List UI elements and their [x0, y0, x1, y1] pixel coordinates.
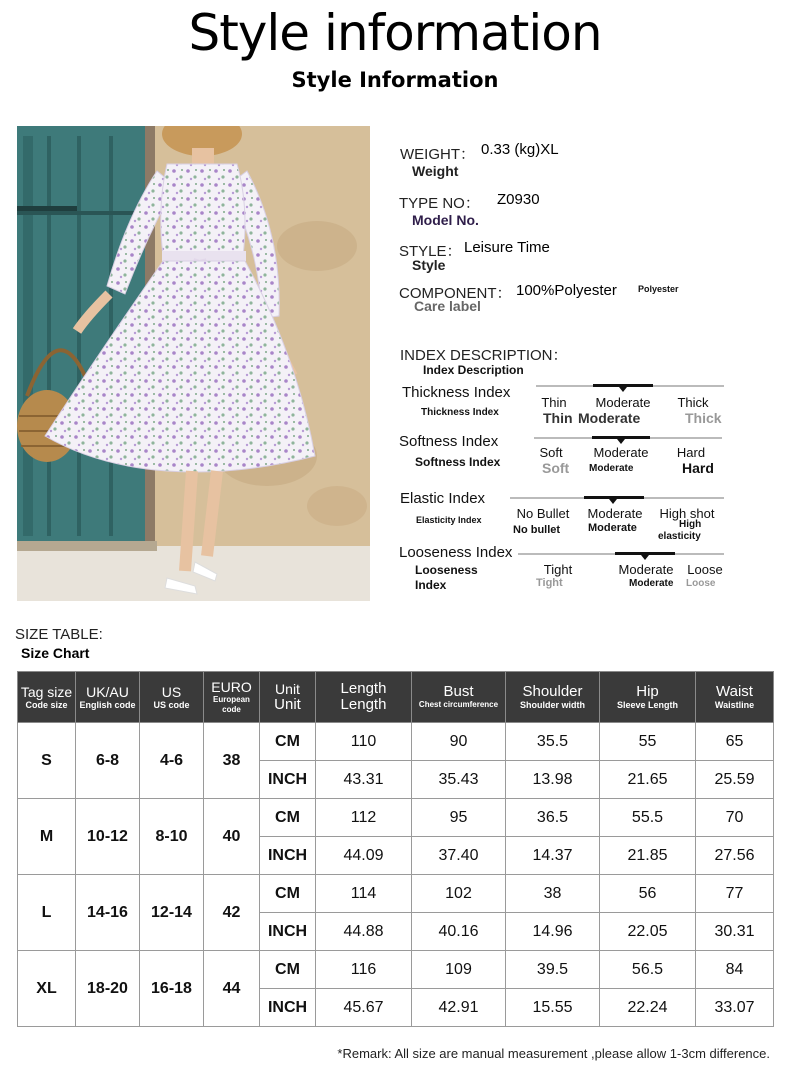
elastic-index-label: Elastic Index [400, 490, 486, 507]
softness-index-label: Softness Index [399, 433, 499, 450]
softness-option-soft: Soft [539, 445, 563, 460]
elastic-sub-elasticity: elasticity [658, 531, 701, 542]
unit-cell: INCH [260, 761, 316, 799]
bust-cell: 42.91 [412, 989, 506, 1027]
hip-cell: 22.24 [600, 989, 696, 1027]
shoulder-cell: 35.5 [506, 723, 600, 761]
component-value: 100%Polyester [516, 282, 617, 299]
waist-cell: 65 [696, 723, 774, 761]
remark-note: *Remark: All size are manual measurement ,please allow 1-3cm difference. [337, 1046, 770, 1061]
table-row [18, 951, 774, 989]
header-waist: Waist Waistline [696, 672, 774, 723]
thickness-option-moderate: Moderate [595, 395, 651, 410]
waist-cell: 84 [696, 951, 774, 989]
shoulder-cell: 14.37 [506, 837, 600, 875]
header-shoulder: Shoulder Shoulder width [506, 672, 600, 723]
length-cell: 44.88 [316, 913, 412, 951]
uk-cell: 14-16 [76, 875, 140, 951]
style-value: Leisure Time [464, 239, 550, 256]
shoulder-cell: 39.5 [506, 951, 600, 989]
unit-cell: INCH [260, 913, 316, 951]
size-chart-label: Size Chart [21, 645, 90, 661]
product-photo [17, 126, 370, 601]
bust-cell: 37.40 [412, 837, 506, 875]
bust-cell: 109 [412, 951, 506, 989]
thickness-sub-thin: Thin [543, 410, 573, 426]
us-cell: 8-10 [140, 799, 204, 875]
thickness-sub-moderate: Moderate [578, 410, 641, 426]
header-euro: EURO European code [204, 672, 260, 723]
hip-cell: 56 [600, 875, 696, 913]
unit-cell: CM [260, 799, 316, 837]
size-cell: XL [18, 951, 76, 1027]
looseness-index-label: Looseness Index [399, 544, 513, 561]
elastic-sub-high: High [679, 519, 702, 530]
euro-cell: 42 [204, 875, 260, 951]
hip-cell: 21.85 [600, 837, 696, 875]
weight-label: WEIGHT： [400, 146, 475, 163]
uk-cell: 6-8 [76, 723, 140, 799]
style-sublabel: Style [412, 257, 446, 273]
header-hip: Hip Sleeve Length [600, 672, 696, 723]
size-cell: L [18, 875, 76, 951]
looseness-index-sublabel-1: Looseness [415, 563, 478, 577]
table-row [18, 723, 774, 761]
thickness-marker-icon [619, 387, 627, 392]
looseness-option-moderate: Moderate [618, 562, 674, 577]
hip-cell: 21.65 [600, 761, 696, 799]
weight-value: 0.33 (kg)XL [481, 141, 559, 158]
waist-cell: 30.31 [696, 913, 774, 951]
hip-cell: 22.05 [600, 913, 696, 951]
size-cell: S [18, 723, 76, 799]
header-uk-au: UK/AU English code [76, 672, 140, 723]
softness-sub-hard: Hard [682, 460, 714, 476]
bust-cell: 95 [412, 799, 506, 837]
header-length: Length Length [316, 672, 412, 723]
length-cell: 116 [316, 951, 412, 989]
shoulder-cell: 15.55 [506, 989, 600, 1027]
looseness-sub-moderate: Moderate [629, 578, 674, 589]
uk-cell: 10-12 [76, 799, 140, 875]
elastic-option-high-shot: High shot [659, 506, 715, 521]
waist-cell: 77 [696, 875, 774, 913]
waist-cell: 25.59 [696, 761, 774, 799]
type-no-value: Z0930 [497, 191, 540, 208]
length-cell: 45.67 [316, 989, 412, 1027]
component-sublabel: Care label [414, 298, 481, 314]
page-title: Style information [188, 4, 602, 62]
softness-option-hard: Hard [676, 445, 706, 460]
elastic-option-no-bullet: No Bullet [516, 506, 570, 521]
index-title: INDEX DESCRIPTION： [400, 347, 568, 364]
header-unit: Unit Unit [260, 672, 316, 723]
softness-index-sublabel: Softness Index [415, 455, 501, 469]
component-tiny-label: Polyester [638, 284, 679, 294]
length-cell: 44.09 [316, 837, 412, 875]
page-subtitle: Style Information [291, 68, 499, 92]
length-cell: 112 [316, 799, 412, 837]
softness-sub-moderate: Moderate [589, 463, 634, 474]
unit-cell: CM [260, 875, 316, 913]
euro-cell: 38 [204, 723, 260, 799]
style-label: STYLE： [399, 243, 462, 260]
thickness-option-thick: Thick [677, 395, 709, 410]
type-no-label: TYPE NO： [399, 195, 480, 212]
size-cell: M [18, 799, 76, 875]
shoulder-cell: 14.96 [506, 913, 600, 951]
bust-cell: 40.16 [412, 913, 506, 951]
softness-option-moderate: Moderate [593, 445, 649, 460]
unit-cell: INCH [260, 837, 316, 875]
thickness-option-thin: Thin [541, 395, 567, 410]
waist-cell: 33.07 [696, 989, 774, 1027]
index-subtitle: Index Description [423, 363, 524, 377]
thickness-index-sublabel: Thickness Index [421, 407, 499, 418]
header-us: US US code [140, 672, 204, 723]
hip-cell: 55.5 [600, 799, 696, 837]
header-tag-size: Tag size Code size [18, 672, 76, 723]
table-row [18, 875, 774, 913]
looseness-option-tight: Tight [543, 562, 573, 577]
euro-cell: 40 [204, 799, 260, 875]
elastic-sub-no-bullet: No bullet [513, 524, 561, 536]
length-cell: 43.31 [316, 761, 412, 799]
weight-sublabel: Weight [412, 163, 459, 179]
softness-marker-icon [617, 439, 625, 444]
unit-cell: CM [260, 951, 316, 989]
component-label: COMPONENT： [399, 285, 512, 302]
unit-cell: CM [260, 723, 316, 761]
looseness-sub-loose: Loose [686, 578, 716, 589]
looseness-index-sublabel-2: Index [415, 578, 447, 592]
bust-cell: 35.43 [412, 761, 506, 799]
elastic-marker-icon [609, 499, 617, 504]
uk-cell: 18-20 [76, 951, 140, 1027]
us-cell: 4-6 [140, 723, 204, 799]
thickness-index-label: Thickness Index [402, 384, 511, 401]
size-table-header-row [18, 672, 774, 723]
waist-cell: 70 [696, 799, 774, 837]
thickness-sub-thick: Thick [685, 410, 722, 426]
hip-cell: 55 [600, 723, 696, 761]
elastic-index-sublabel: Elasticity Index [416, 515, 482, 525]
shoulder-cell: 36.5 [506, 799, 600, 837]
looseness-sub-tight: Tight [536, 577, 563, 589]
unit-cell: INCH [260, 989, 316, 1027]
softness-sub-soft: Soft [542, 460, 570, 476]
euro-cell: 44 [204, 951, 260, 1027]
elastic-sub-moderate: Moderate [588, 522, 637, 534]
us-cell: 16-18 [140, 951, 204, 1027]
elastic-option-moderate: Moderate [587, 506, 643, 521]
bust-cell: 102 [412, 875, 506, 913]
header-bust: Bust Chest circumference [412, 672, 506, 723]
size-table [17, 671, 774, 1027]
us-cell: 12-14 [140, 875, 204, 951]
dress-illustration [17, 126, 370, 601]
bust-cell: 90 [412, 723, 506, 761]
looseness-option-loose: Loose [687, 562, 723, 577]
looseness-marker-icon [641, 555, 649, 560]
length-cell: 114 [316, 875, 412, 913]
shoulder-cell: 13.98 [506, 761, 600, 799]
waist-cell: 27.56 [696, 837, 774, 875]
shoulder-cell: 38 [506, 875, 600, 913]
hip-cell: 56.5 [600, 951, 696, 989]
size-table-label: SIZE TABLE: [15, 626, 103, 643]
length-cell: 110 [316, 723, 412, 761]
type-no-sublabel: Model No. [412, 212, 479, 228]
table-row [18, 799, 774, 837]
